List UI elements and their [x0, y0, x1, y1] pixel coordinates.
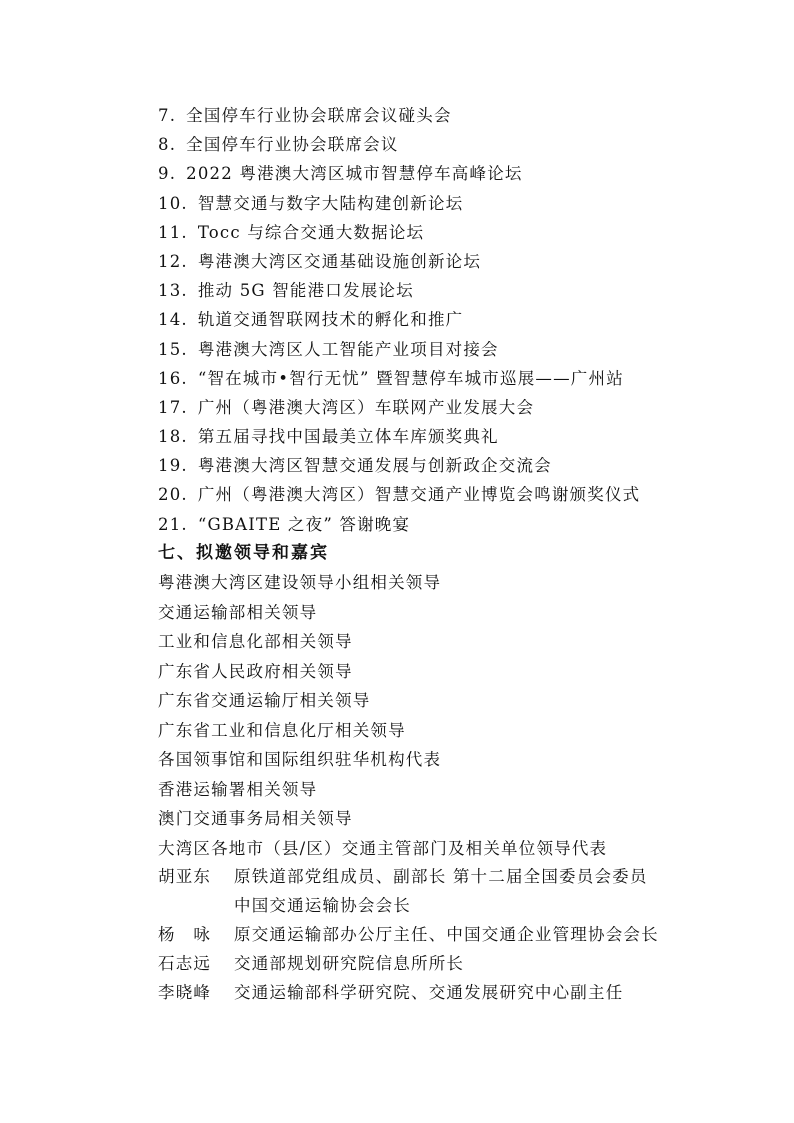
guest-titles	[234, 862, 648, 920]
invited-leaders-list	[158, 568, 758, 863]
list-item	[158, 247, 758, 276]
item-text: “智在城市•智行无忧” 暨智慧停车城市巡展——广州站	[197, 368, 624, 388]
guest-name: 杨 咏	[158, 925, 212, 944]
list-item	[158, 451, 758, 480]
item-number: 18.	[158, 427, 188, 447]
item-number: 15.	[158, 339, 188, 359]
item-text: 广州（粤港澳大湾区）车联网产业发展大会	[197, 397, 535, 417]
item-number: 17.	[158, 397, 188, 417]
item-text: 广州（粤港澳大湾区）智慧交通产业博览会鸣谢颁奖仪式	[197, 485, 641, 505]
guest-name: 石志远	[158, 954, 212, 973]
list-item	[158, 422, 758, 451]
guest-titles	[234, 978, 623, 1007]
list-item	[158, 189, 758, 218]
list-item	[158, 480, 758, 509]
item-number: 7.	[158, 106, 177, 125]
list-item	[158, 510, 758, 539]
item-text: 轨道交通智联网技术的孵化和推广	[197, 310, 464, 330]
guest-name: 胡亚东	[158, 867, 212, 886]
item-text: 粤港澳大湾区交通基础设施创新论坛	[197, 251, 482, 271]
item-text: 智慧交通与数字大陆构建创新论坛	[197, 193, 464, 213]
item-text: “GBAITE 之夜” 答谢晚宴	[197, 514, 411, 534]
item-text: 全国停车行业协会联席会议	[186, 135, 399, 155]
item-number: 20.	[158, 485, 188, 505]
list-item	[158, 276, 758, 305]
list-item: 澳门交通事务局相关领导	[158, 809, 353, 828]
guest-title-line: 交通部规划研究院信息所所长	[234, 954, 465, 973]
item-number: 8.	[158, 135, 177, 155]
guest-title-line: 中国交通运输协会会长	[234, 896, 411, 915]
list-item	[158, 305, 758, 334]
guest-title-line: 交通运输部科学研究院、交通发展研究中心副主任	[234, 983, 624, 1002]
guest-list	[158, 862, 758, 1007]
list-item: 广东省交通运输厅相关领导	[158, 691, 371, 710]
item-text: 粤港澳大湾区人工智能产业项目对接会	[197, 339, 499, 359]
guest-titles	[234, 949, 464, 978]
list-item: 香港运输署相关领导	[158, 779, 318, 799]
item-text: 2022 粤港澳大湾区城市智慧停车高峰论坛	[186, 164, 523, 184]
item-number: 19.	[158, 456, 188, 476]
item-number: 9.	[158, 164, 177, 184]
list-item	[158, 101, 758, 130]
guest-title-line: 原铁道部党组成员、副部长 第十二届全国委员会委员	[234, 867, 648, 886]
guest-entry	[158, 949, 758, 978]
guest-entry	[158, 978, 758, 1007]
item-number: 21.	[158, 514, 188, 534]
guest-titles	[234, 920, 659, 949]
section-heading: 七、拟邀领导和嘉宾	[158, 543, 329, 563]
list-item	[158, 393, 758, 422]
item-text: 全国停车行业协会联席会议碰头会	[186, 106, 452, 125]
item-number: 14.	[158, 310, 188, 330]
list-item	[158, 218, 758, 247]
list-item	[158, 159, 758, 188]
list-item: 大湾区各地市（县/区）交通主管部门及相关单位领导代表	[158, 838, 608, 858]
list-item	[158, 335, 758, 364]
item-number: 13.	[158, 281, 188, 301]
item-number: 16.	[158, 368, 188, 388]
list-item: 交通运输部相关领导	[158, 602, 318, 622]
guest-title-line: 原交通运输部办公厅主任、中国交通企业管理协会会长	[234, 925, 659, 944]
list-item	[158, 130, 758, 159]
item-text: 第五届寻找中国最美立体车库颁奖典礼	[197, 427, 499, 447]
item-number: 11.	[158, 222, 188, 242]
item-text: 粤港澳大湾区智慧交通发展与创新政企交流会	[197, 456, 552, 476]
list-item: 各国领事馆和国际组织驻华机构代表	[158, 750, 442, 769]
guest-name: 李晓峰	[158, 983, 212, 1002]
item-number: 10.	[158, 193, 188, 213]
list-item: 广东省人民政府相关领导	[158, 661, 353, 681]
guest-entry	[158, 862, 758, 920]
item-text: 推动 5G 智能港口发展论坛	[197, 281, 414, 301]
list-item: 工业和信息化部相关领导	[158, 632, 353, 651]
list-item: 粤港澳大湾区建设领导小组相关领导	[158, 573, 442, 592]
forum-list	[158, 101, 758, 539]
guest-entry	[158, 920, 758, 949]
item-number: 12.	[158, 251, 188, 271]
list-item: 广东省工业和信息化厅相关领导	[158, 720, 406, 740]
item-text: Tocc 与综合交通大数据论坛	[197, 222, 425, 242]
list-item	[158, 364, 758, 393]
